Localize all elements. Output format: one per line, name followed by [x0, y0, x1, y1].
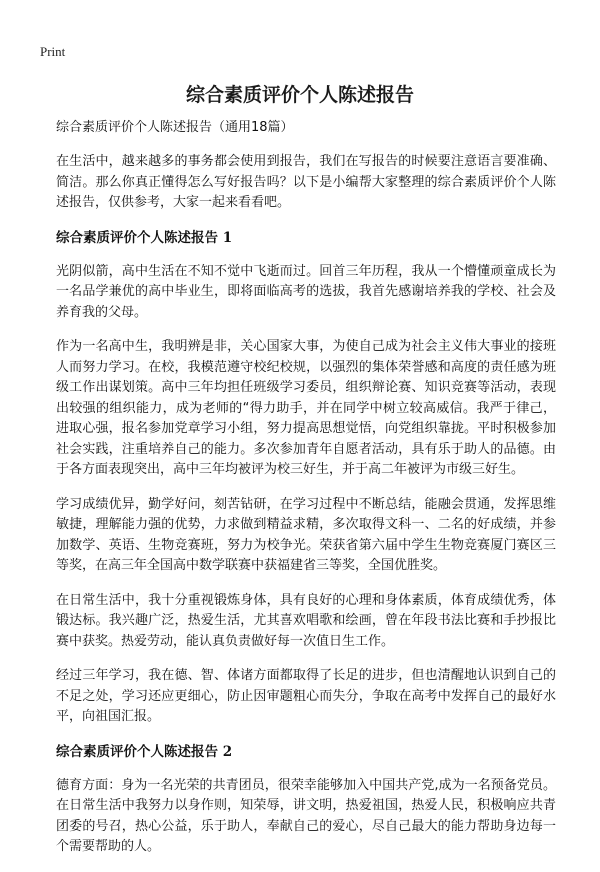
document-subtitle: 综合素质评价个人陈述报告（通用18篇）: [56, 120, 294, 135]
section-2-paragraph-1: 德育方面：身为一名光荣的共青团员，很荣幸能够加入中国共产党,成为一名预备党员。在日常生活中我努力以身作则，知荣辱，讲文明，热爱祖国，热爱人民，积极响应共青团委的号召，热心公益，乐于助人，奉献自己的爱心，尽自己最大的能力帮助身边每一个需要帮助的人。: [56, 777, 556, 854]
document-body: [56, 118, 556, 872]
section-heading-1: 综合素质评价个人陈述报告 1: [56, 229, 233, 246]
page-title: 综合素质评价个人陈述报告: [185, 84, 414, 106]
intro-paragraph: 在生活中，越来越多的事务都会使用到报告，我们在写报告的时候要注意语言要准确、简洁。那么你真正懂得怎么写好报告吗？以下是小编帮大家整理的综合素质评价个人陈述报告，仅供参考，大家一起来看看吧。: [56, 154, 556, 210]
section-1-paragraph-2: 作为一名高中生，我明辨是非，关心国家大事，为使自己成为社会主义伟大事业的接班人而努力学习。在校，我模范遵守校纪校规，以强烈的集体荣誉感和高度的责任感为班级工作出谋划策。高中三年均担任班级学习委员，组织辩论赛、知识竞赛等活动，表现出较强的组织能力，成为老师的“得力助手，并在同学中树立较高威信。我严于律己，进取心强，报名参加党章学习小组，努力提高思想觉悟，向党组织靠拢。平时积极参加社会实践，注重培养自己的能力。多次参加青年自愿者活动，具有乐于助人的品德。由于各方面表现突出，高中三年均被评为校三好生，并于高二年被评为市级三好生。: [56, 339, 556, 477]
section-heading-2: 综合素质评价个人陈述报告 2: [56, 743, 233, 760]
section-1-paragraph-4: 在日常生活中，我十分重视锻炼身体，具有良好的心理和身体素质，体育成绩优秀，体锻达标。我兴趣广泛，热爱生活，尤其喜欢唱歌和绘画，曾在年段书法比赛和手抄报比赛中获奖。热爱劳动，能认真负责做好每一次值日生工作。: [56, 592, 556, 649]
print-link[interactable]: Print: [40, 44, 66, 59]
section-1-paragraph-5: 经过三年学习，我在德、智、体诸方面都取得了长足的进步，但也清醒地认识到自己的不足之处，学习还应更细心，防止因审题粗心而失分，争取在高考中发挥自己的最好水平，向祖国汇报。: [56, 668, 556, 724]
section-1-paragraph-1: 光阴似箭，高中生活在不知不觉中飞逝而过。回首三年历程，我从一个懵懂顽童成长为一名品学兼优的高中毕业生，即将面临高考的选拔，我首先感谢培养我的学校、社会及养育我的父母。: [56, 263, 556, 320]
section-1-paragraph-3: 学习成绩优异，勤学好问，刻苦钻研，在学习过程中不断总结，能融会贯通，发挥思维敏捷，理解能力强的优势，力求做到精益求精，多次取得文科一、二名的好成绩，并参加数学、英语、生物竞赛班，努力为校争光。荣获省第六届中学生生物竞赛厦门赛区三等奖，在高三年全国高中数学联赛中获福建省三等奖，全国优胜奖。: [56, 496, 556, 573]
